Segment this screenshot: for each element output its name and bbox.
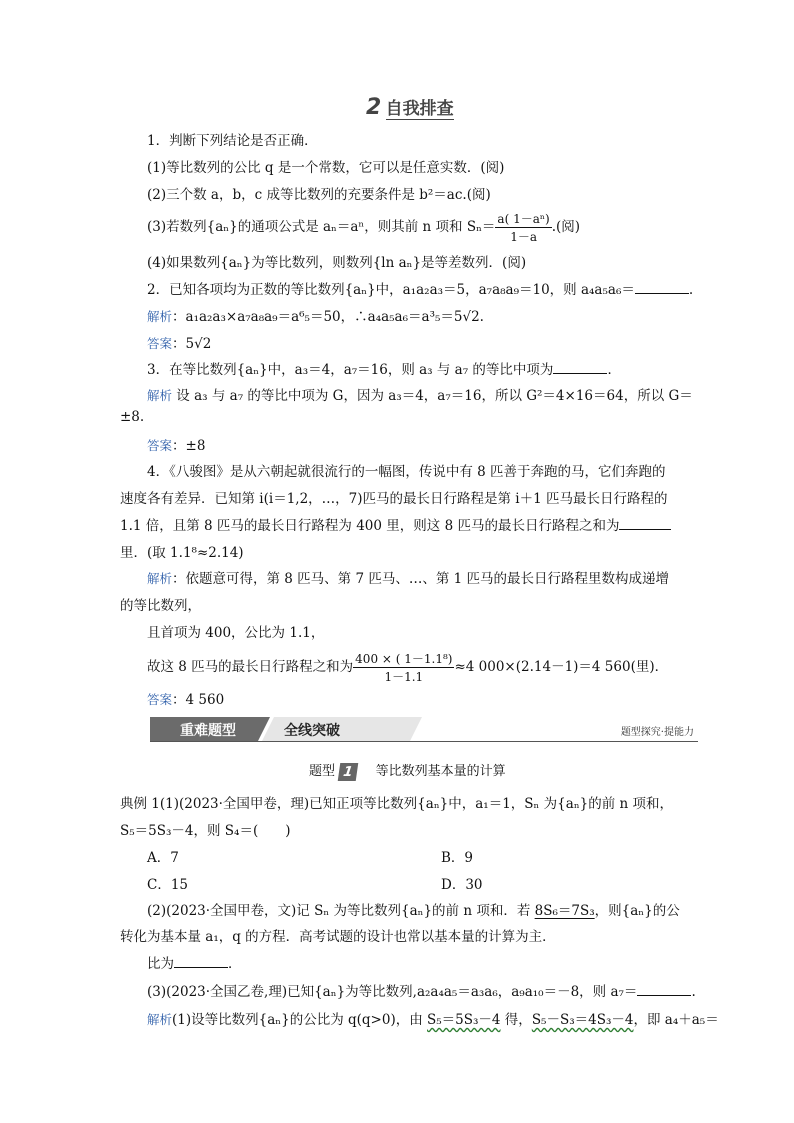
ex1-line-1: 典例 1(1)(2023·全国甲卷，理)已知正项等比数列{aₙ}中，a₁＝1，Sₙ 为{aₙ}的前 n 项和， [120, 796, 674, 812]
topic-prefix: 题型 [309, 764, 336, 779]
q1-item-3-numerator: a( 1－aⁿ) [497, 212, 550, 226]
banner-mid-label: 全线突破 [284, 723, 340, 739]
q4-analysis-line-1 [147, 567, 669, 587]
ex1-analysis-suffix: ，即 a₄＋a₅＝ [633, 1012, 719, 1028]
q3-stem: 3．在等比数列{aₙ}中，a₃＝4，a₇＝16，则 a₃ 与 a₇ 的等比中项为 ． [147, 362, 621, 378]
q4-answer-blank [619, 517, 671, 530]
ex1-analysis-prefix: (1)设等比数列{aₙ}的公比为 q(q>0)，由 [172, 1012, 428, 1028]
q4-analysis-text-1: ：依题意可得，第 8 匹马、第 7 匹马、…、第 1 匹马的最长日行路程里数构成递增 [172, 571, 670, 587]
q2-answer-blank [635, 281, 689, 294]
section-banner [150, 717, 698, 742]
ex1-analysis [147, 1008, 719, 1028]
q1-item-3-prefix: (3)若数列{aₙ}的通项公式是 aₙ＝aⁿ，则其前 n 项和 Sₙ＝ [147, 219, 496, 235]
ex1-option-d: D．30 [441, 877, 483, 893]
banner-left-label: 重难题型 [180, 723, 236, 739]
q1-item-2: (2)三个数 a，b，c 成等比数列的充要条件是 b²＝ac.(阅) [147, 187, 491, 203]
q2-analysis-text: ：a₁a₂a₃×a₇a₈a₉＝a⁶₅＝50，∴a₄a₅a₆＝a³₅＝5√2. [172, 309, 484, 325]
ex1-analysis-mid: 得， [500, 1012, 532, 1028]
q2-analysis [147, 305, 484, 325]
topic-heading [309, 760, 506, 781]
q4-analysis-numerator: 400 × ( 1－1.1⁸) [355, 652, 453, 666]
q4-line-2: 速度各有差异．已知第 i(i＝1,2，…，7)匹马的最长日行路程是第 i＋1 匹马最长日行路程的 [120, 491, 668, 507]
q4-answer [147, 688, 224, 708]
q1-item-4: (4)如果数列{aₙ}为等比数列，则数列{ln aₙ}是等差数列．(阅) [147, 255, 527, 271]
ex1-part-3-text: (3)(2023·全国乙卷,理)已知{aₙ}为等比数列,a₂a₄a₅＝a₃a₆，a₉a₁₀＝－8，则 a₇＝ [147, 984, 638, 1000]
q2-analysis-label: 解析 [147, 309, 173, 324]
q4-analysis-4-prefix: 故这 8 匹马的最长日行路程之和为 [147, 659, 354, 675]
ex1-part-2-equation: 8S₆＝7S₃ [534, 903, 595, 919]
q3-answer-blank [553, 361, 607, 374]
ex1-part-2 [147, 899, 680, 919]
q4-answer-label: 答案 [147, 692, 173, 707]
ex1-overlay-note: 转化为基本量 a₁，q 的方程．高考试题的设计也常以基本量的计算为主． [120, 929, 556, 945]
q4-analysis-fraction [353, 650, 454, 685]
q3-analysis-line-1 [147, 384, 693, 404]
section-heading [366, 94, 454, 120]
q4-answer-text: ：4 560 [172, 692, 225, 708]
q1-item-3-denominator: 1－a [510, 230, 537, 244]
banner-right-label: 题型探究·提能力 [620, 727, 694, 738]
q4-analysis-line-3: 且首项为 400，公比为 1.1， [147, 625, 325, 641]
q4-line-3-text: 1.1 倍，且第 8 匹马的最长日行路程为 400 里，则这 8 匹马的最长日行路程之和为 [120, 518, 620, 534]
q2-answer-label: 答案 [147, 336, 173, 351]
q3-answer [147, 434, 205, 454]
topic-title: 等比数列基本量的计算 [375, 764, 506, 779]
q2-answer [147, 332, 211, 352]
section-number: 2 [366, 95, 382, 120]
q4-line-4: 里．(取 1.1⁸≈2.14) [120, 545, 244, 561]
ex1-part-2-line-2: 比为 ． [147, 956, 242, 972]
q3-analysis-text: 设 a₃ 与 a₇ 的等比中项为 G，因为 a₃＝4，a₇＝16，所以 G²＝4×16＝64，所以 G＝ [172, 388, 693, 404]
ex1-part-2-line-2-text: 比为 [147, 956, 174, 972]
q3-answer-label: 答案 [147, 438, 173, 453]
q4-line-1: 4．《八骏图》是从六朝起就很流行的一幅图，传说中有 8 匹善于奔跑的马，它们奔跑的 [147, 464, 666, 480]
q4-line-3 [120, 514, 671, 534]
q1-item-3-fraction [495, 210, 551, 245]
q1-stem: 1．判断下列结论是否正确． [147, 133, 318, 149]
q4-analysis-denominator: 1－1.1 [384, 670, 424, 684]
ex1-line-2: S₅＝5S₃－4，则 S₄＝( ) [120, 823, 291, 839]
q4-analysis-label: 解析 [147, 571, 173, 586]
q2-stem-text: 2．已知各项均为正数的等比数列{aₙ}中，a₁a₂a₃＝5，a₇a₈a₉＝10，则 a₄a₅a₆＝ [147, 282, 635, 298]
ex1-part-2-suffix: ，则{aₙ}的公 [594, 903, 680, 919]
q4-analysis-line-2: 的等比数列， [120, 598, 201, 614]
q1-item-3-suffix: .(阅) [551, 219, 581, 235]
q3-answer-text: ：±8 [172, 438, 206, 454]
q1-item-1: (1)等比数列的公比 q 是一个常数，它可以是任意实数．(阅) [147, 160, 505, 176]
ex1-part-2-blank [174, 955, 228, 968]
ex1-analysis-equation-1: S₅＝5S₃－4 [427, 1012, 501, 1028]
ex1-part-2-prefix: (2)(2023·全国甲卷，文)记 Sₙ 为等比数列{aₙ}的前 n 项和．若 [147, 903, 535, 919]
q3-stem-text: 3．在等比数列{aₙ}中，a₃＝4，a₇＝16，则 a₃ 与 a₇ 的等比中项为 [147, 362, 554, 378]
ex1-option-b: B．9 [441, 850, 474, 866]
ex1-part-3: (3)(2023·全国乙卷,理)已知{aₙ}为等比数列,a₂a₄a₅＝a₃a₆，a₉a₁₀＝－8，则 a₇＝ . [147, 984, 696, 1000]
q4-analysis-4-suffix: ≈4 000×(2.14－1)＝4 560(里)． [454, 659, 669, 675]
q3-analysis-label: 解析 [147, 388, 173, 403]
ex1-part-3-blank [637, 983, 691, 996]
ex1-option-a: A．7 [147, 850, 179, 866]
topic-number-badge: 1 [338, 763, 359, 781]
ex1-analysis-equation-2: S₅－S₃＝4S₃－4 [531, 1012, 634, 1028]
ex1-option-c: C．15 [147, 877, 189, 893]
q3-analysis-line-2: ±8. [120, 409, 145, 425]
q2-answer-text: ：5√2 [172, 336, 212, 352]
q1-item-3 [147, 210, 580, 245]
ex1-analysis-label: 解析 [147, 1012, 173, 1027]
q4-analysis-line-4 [147, 650, 668, 685]
section-title: 自我排查 [385, 99, 454, 119]
q2-stem: 2．已知各项均为正数的等比数列{aₙ}中，a₁a₂a₃＝5，a₇a₈a₉＝10，则 a₄a₅a₆＝ . [147, 282, 694, 298]
